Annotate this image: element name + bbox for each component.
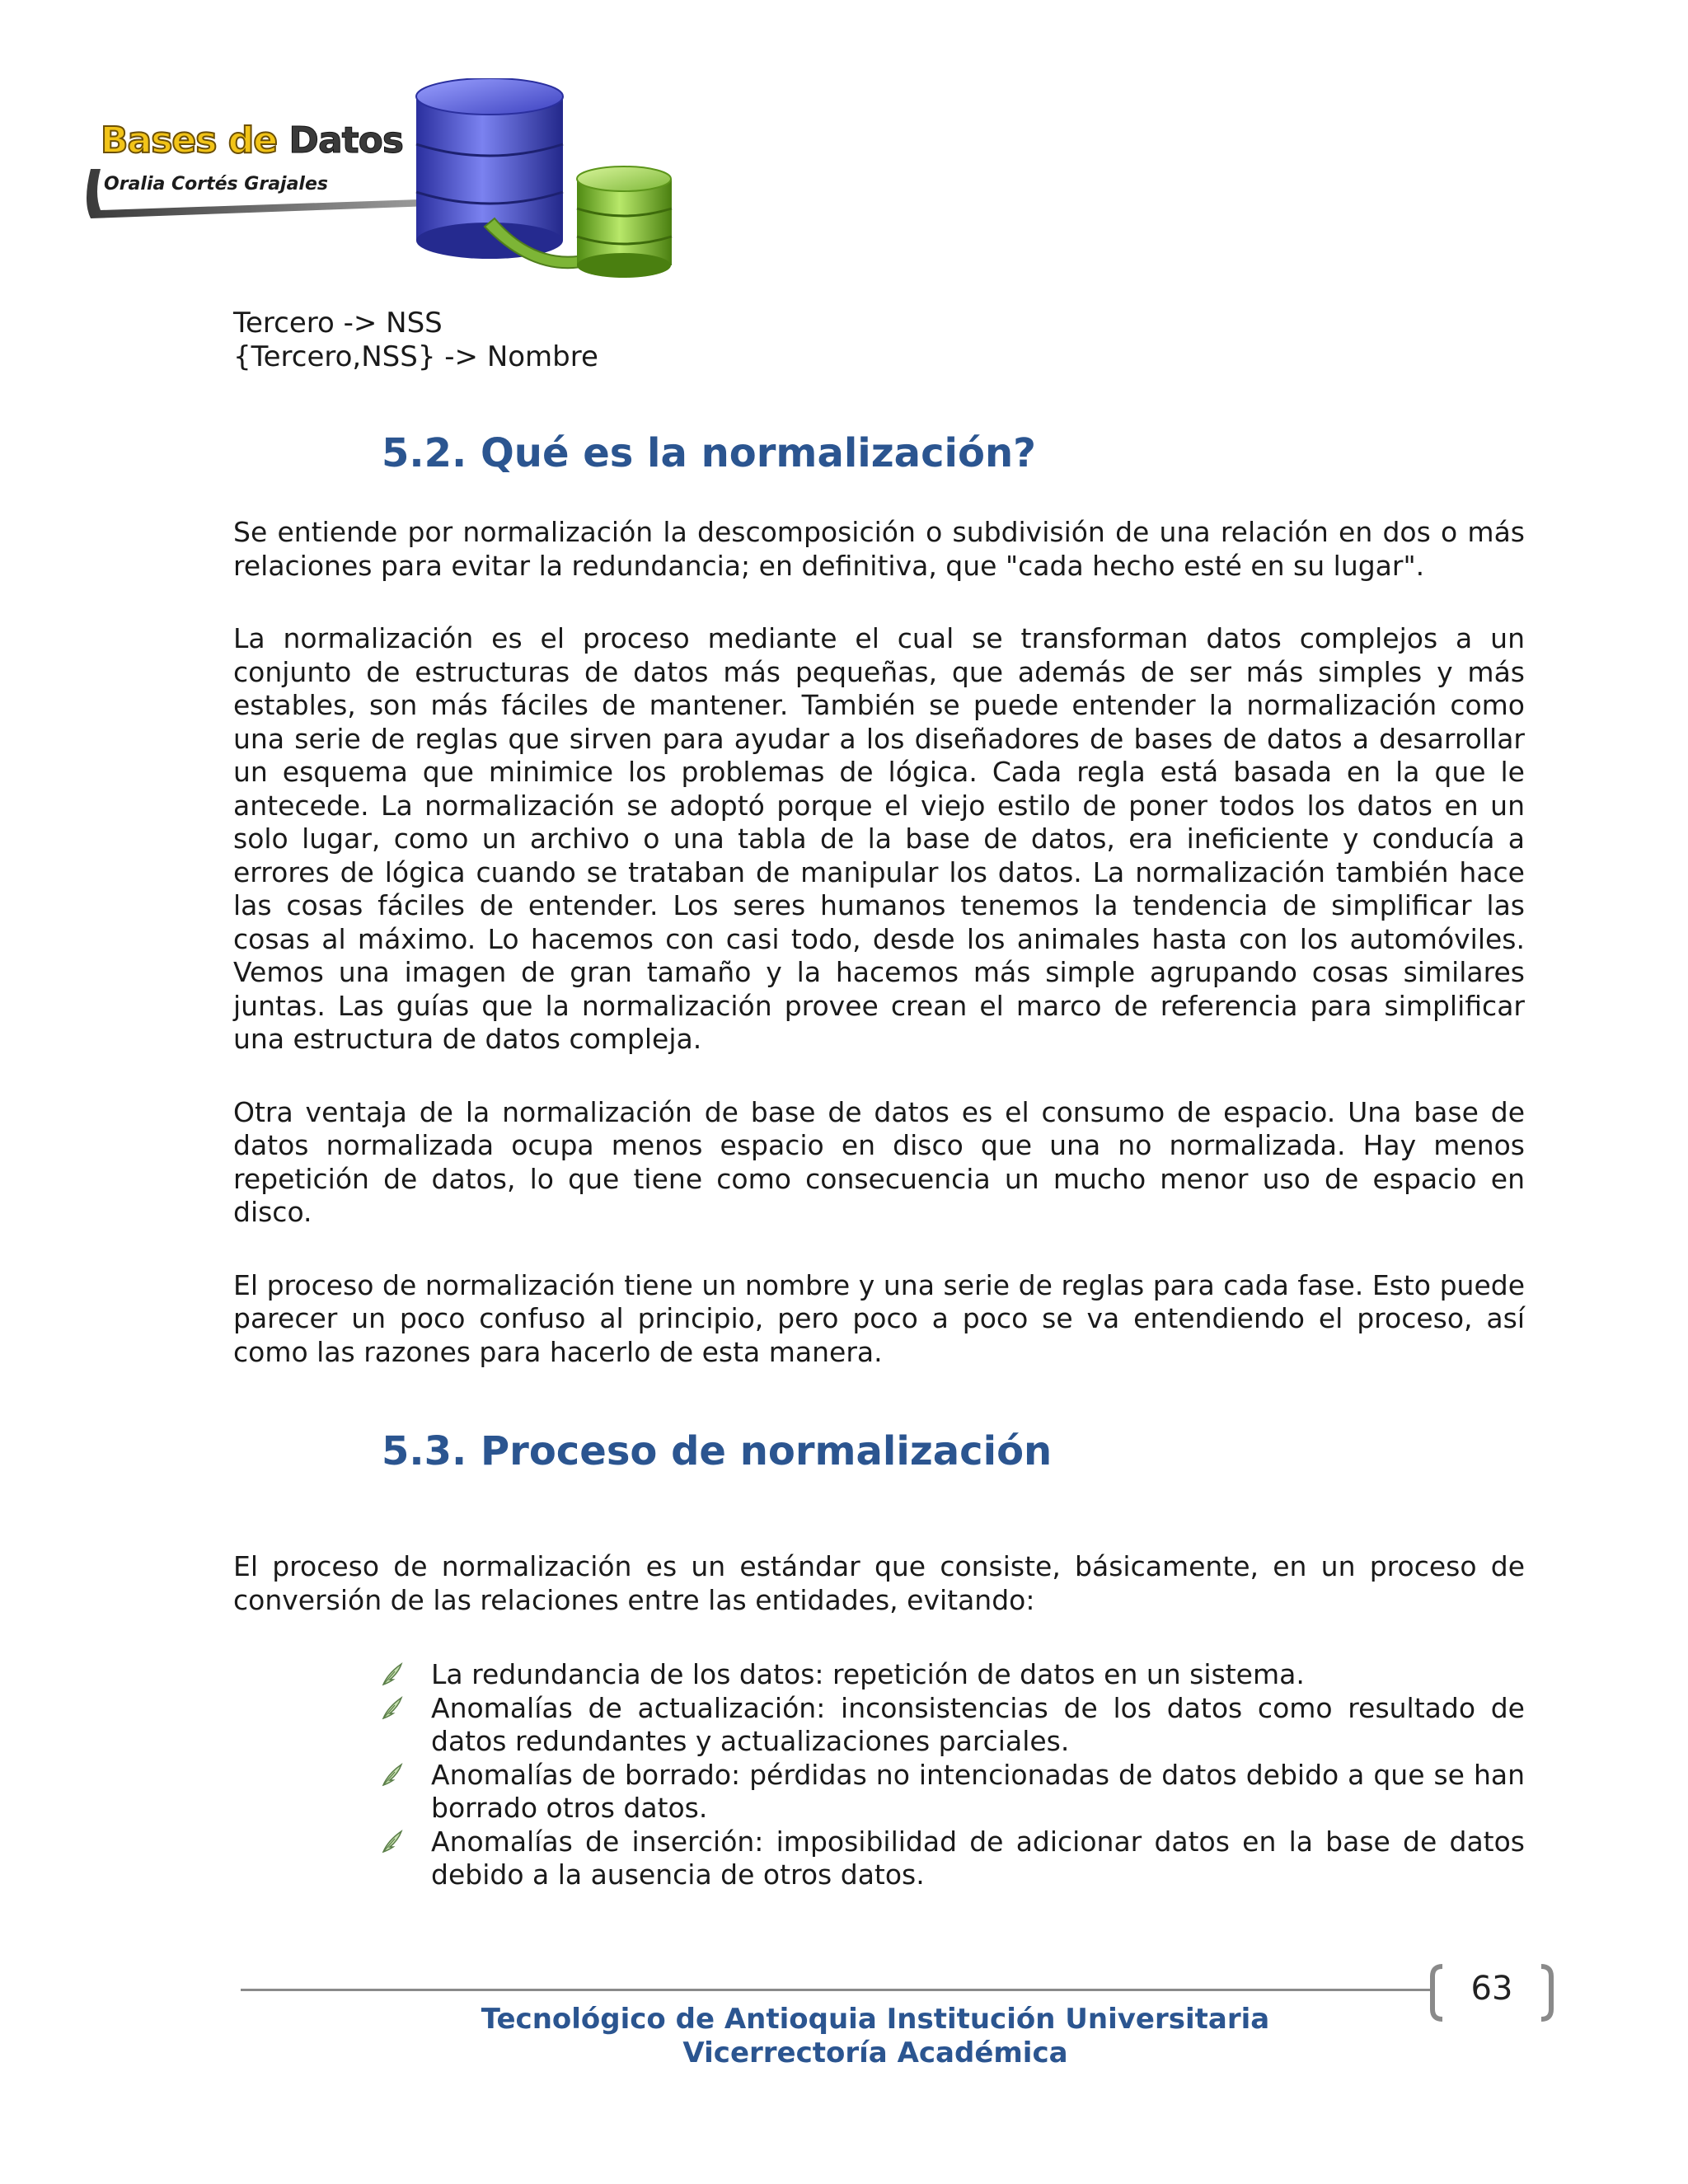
paragraph: El proceso de normalización es un estándar que consiste, básicamente, en un proceso de conversión de las relaciones entre las entidades, evitando:: [233, 1550, 1525, 1616]
list-item: [431, 1658, 1525, 1692]
dependency-line: {Tercero,NSS} -> Nombre: [233, 340, 598, 373]
paragraph: La normalización es el proceso mediante el cual se transforman datos complejos a un conjunto de estructuras de datos más pequeñas, que además de ser más simples y más estables, son más fáciles de mantener. También se puede entender la normalización como una serie de reglas que sirven para ayudar a los diseñadores de bases de datos a desarrollar un esquema que minimice los problemas de lógica. Cada regla está basada en la que le antecede. La normalización se adoptó porque el viejo estilo de poner todos los datos en un solo lugar, como un archivo o una tabla de la base de datos, era ineficiente y conducía a errores de lógica cuando se trataban de manipular los datos. La normalización también hace las cosas fáciles de entender. Los seres humanos tenemos la tendencia de simplificar las cosas al máximo. Lo hacemos con casi todo, desde los animales hasta con los automóviles. Vemos una imagen de gran tamaño y la hacemos más simple agrupando cosas similares juntas. Las guías que la normalización provee crean el marco de referencia para simplificar una estructura de datos compleja.: [233, 622, 1525, 1055]
bullet-list: [233, 1658, 1525, 1892]
header-logo: [82, 78, 676, 284]
logo-title: [101, 120, 403, 162]
paragraph: Otra ventaja de la normalización de base de datos es el consumo de espacio. Una base de datos normalizada ocupa menos espacio en disco que una no normalizada. Hay menos repetición de datos, lo que tiene como consecuencia un mucho menor uso de espacio en disco.: [233, 1095, 1525, 1228]
section-heading-5-3: 5.3. Proceso de normalización: [382, 1428, 1053, 1474]
list-item-text: La redundancia de los datos: repetición de datos en un sistema.: [431, 1658, 1305, 1690]
list-item: [431, 1759, 1525, 1825]
logo-title-part-a: Bases de: [101, 120, 278, 162]
quill-pen-icon: [380, 1661, 405, 1686]
section-heading-5-2: 5.2. Qué es la normalización?: [382, 430, 1036, 476]
logo-title-part-b: Datos: [277, 120, 404, 162]
page-number: 63: [1470, 1970, 1513, 2008]
list-item-text: Anomalías de borrado: pérdidas no intencionadas de datos debido a que se han borrado otros datos.: [431, 1758, 1525, 1824]
quill-pen-icon: [380, 1762, 405, 1787]
list-item-text: Anomalías de actualización: inconsistencias de los datos como resultado de datos redundantes y actualizaciones parciales.: [431, 1691, 1525, 1757]
list-item: [431, 1692, 1525, 1759]
logo-author: Oralia Cortés Grajales: [104, 174, 328, 194]
quill-pen-icon: [380, 1829, 405, 1854]
footer-line-1: Tecnológico de Antioquia Institución Universitaria: [481, 2003, 1270, 2036]
list-item: [431, 1825, 1525, 1892]
dependency-line: Tercero -> NSS: [233, 307, 443, 340]
list-item-text: Anomalías de inserción: imposibilidad de adicionar datos en la base de datos debido a la ausencia de otros datos.: [431, 1825, 1525, 1891]
footer-institution: [241, 2003, 1510, 2070]
paragraph: El proceso de normalización tiene un nombre y una serie de reglas para cada fase. Esto puede parecer un poco confuso al principio, pero poco a poco se va entendiendo el proceso, así como las razones para hacerlo de esta manera.: [233, 1268, 1525, 1368]
quill-pen-icon: [380, 1695, 405, 1720]
document-body: [233, 307, 1525, 1892]
footer-line-2: Vicerrectoría Académica: [682, 2036, 1068, 2069]
paragraph: Se entiende por normalización la descomposición o subdivisión de una relación en dos o más relaciones para evitar la redundancia; en definitiva, que "cada hecho esté en su lugar".: [233, 516, 1525, 582]
footer-rule: [241, 1989, 1434, 1991]
